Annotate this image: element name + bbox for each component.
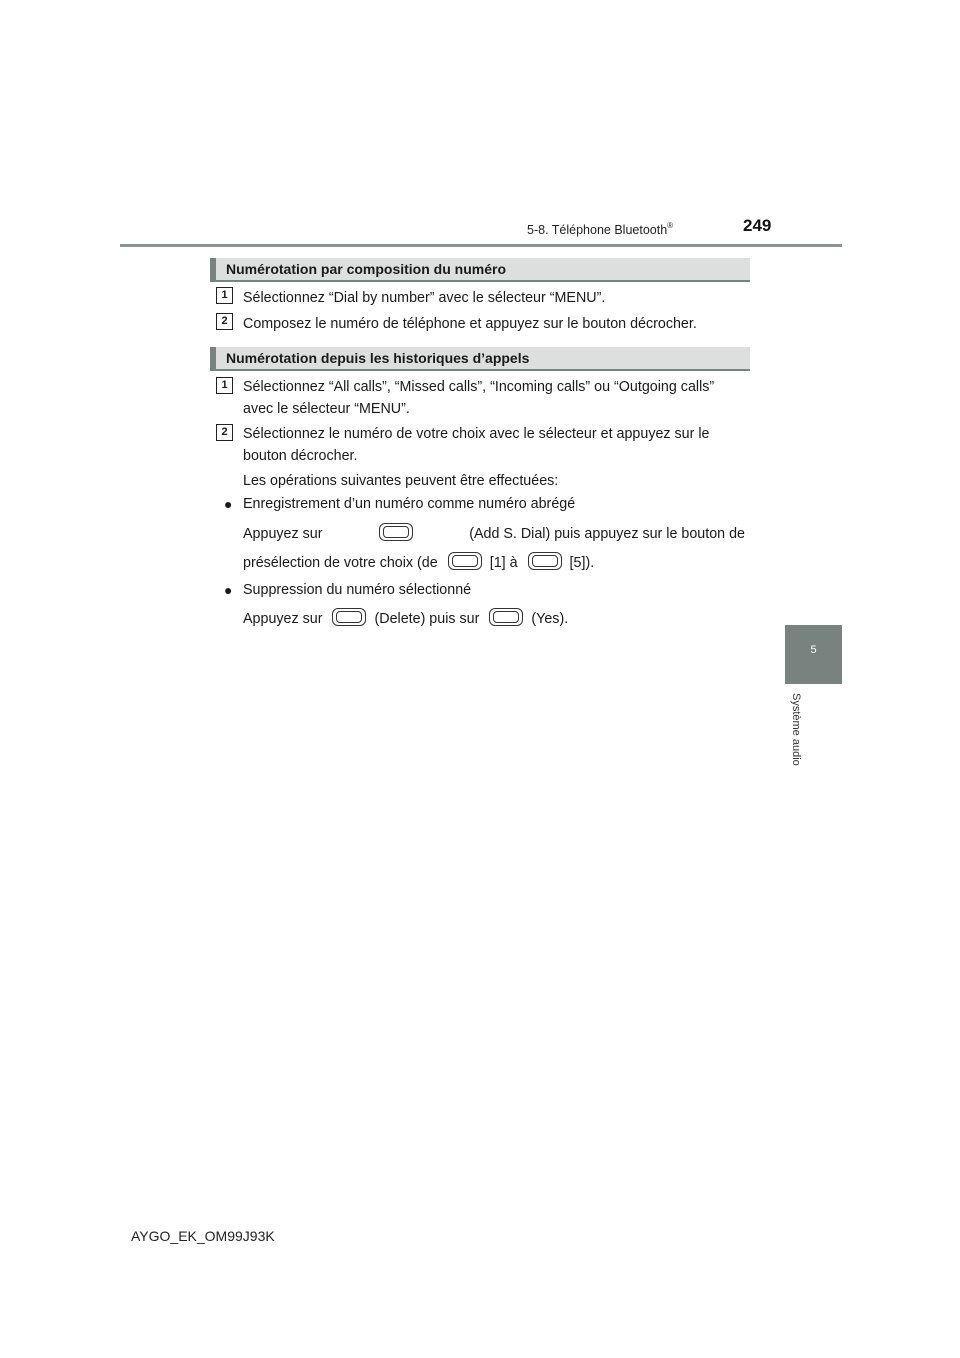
instruction-text: présélection de votre choix (de <box>243 555 438 571</box>
page-number: 249 <box>743 216 772 235</box>
operations-intro: Les opérations suivantes peuvent être effectuées: <box>243 473 559 489</box>
chapter-number: 5 <box>810 644 817 656</box>
section-heading-call-history <box>210 347 750 371</box>
instruction-text: [1] à <box>489 555 518 571</box>
instruction-text: Appuyez sur <box>243 526 323 542</box>
yes-button-icon <box>489 608 523 626</box>
instruction-text: (Add S. Dial) puis appuyez sur le bouton de <box>469 526 745 542</box>
section-heading-dial-number <box>210 258 750 282</box>
step-number: 2 <box>216 424 233 441</box>
instruction-text: (Yes). <box>531 611 569 627</box>
step-text: Sélectionnez “All calls”, “Missed calls”, “Incoming calls” ou “Outgoing calls” <box>243 379 715 395</box>
step-text: Sélectionnez le numéro de votre choix avec le sélecteur et appuyez sur le <box>243 426 710 442</box>
instruction-line <box>243 522 745 546</box>
section-title: 5-8. Téléphone Bluetooth <box>527 223 668 237</box>
step-text: Sélectionnez “Dial by number” avec le sélecteur “MENU”. <box>243 290 606 306</box>
header-rule <box>120 244 842 247</box>
instruction-text: [5]). <box>569 555 595 571</box>
section-header <box>527 221 673 237</box>
step-number: 2 <box>216 313 233 330</box>
chapter-label: Système audio <box>790 693 802 766</box>
bullet-title: Enregistrement d’un numéro comme numéro abrégé <box>243 496 576 512</box>
preset-5-button-icon <box>528 552 562 570</box>
add-s-dial-button-icon <box>379 523 413 541</box>
step-text-continued: bouton décrocher. <box>243 448 358 464</box>
bullet-icon: ● <box>224 496 233 512</box>
instruction-text: Appuyez sur <box>243 611 323 627</box>
instruction-text: (Delete) puis sur <box>374 611 480 627</box>
manual-code: AYGO_EK_OM99J93K <box>131 1228 275 1244</box>
section-heading-title: Numérotation par composition du numéro <box>226 261 507 277</box>
instruction-line <box>243 607 568 631</box>
step-number: 1 <box>216 377 233 394</box>
step-text: Composez le numéro de téléphone et appuyez sur le bouton décrocher. <box>243 316 697 332</box>
bullet-icon: ● <box>224 582 233 598</box>
preset-1-button-icon <box>448 552 482 570</box>
registered-mark: ® <box>667 221 674 230</box>
step-number: 1 <box>216 287 233 304</box>
step-text-continued: avec le sélecteur “MENU”. <box>243 401 410 417</box>
bullet-title: Suppression du numéro sélectionné <box>243 582 472 598</box>
delete-button-icon <box>332 608 366 626</box>
instruction-line <box>243 551 594 575</box>
section-heading-title: Numérotation depuis les historiques d’appels <box>226 350 530 366</box>
